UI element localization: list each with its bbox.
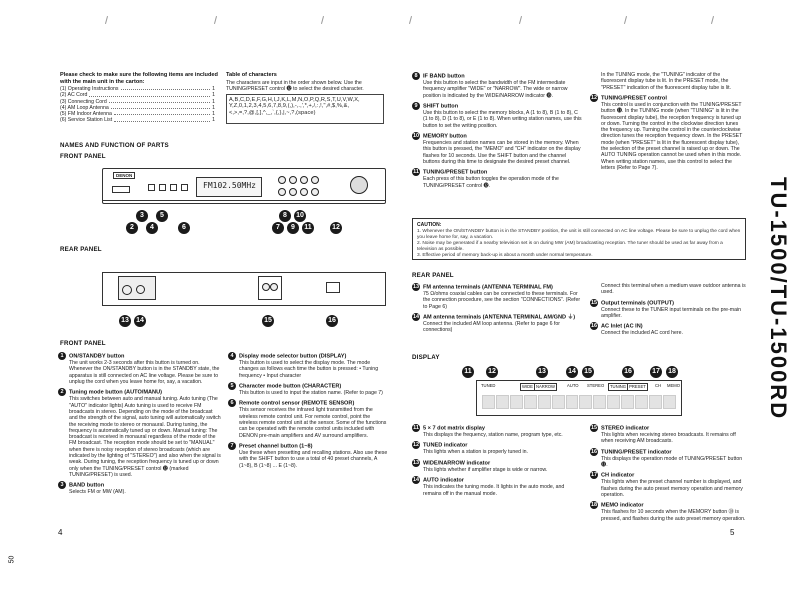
- front-display-text: FM102.50MHz: [203, 181, 256, 190]
- item-11-text: Each press of this button toggles the operation mode of the TUNING/PRESET control ⓬.: [423, 176, 559, 189]
- disp-item-11-text: This displays the frequency, station name, program type, etc.: [423, 432, 563, 439]
- item-7-title: Preset channel button (1~8): [239, 443, 313, 450]
- callout-2: 2: [126, 222, 138, 234]
- check-list: [60, 86, 215, 124]
- callout-3: 3: [136, 210, 148, 222]
- dot-matrix-cell: [663, 395, 676, 409]
- item-11-title: TUNING/PRESET button: [423, 169, 488, 176]
- item-16-number: 16: [590, 323, 598, 330]
- item-10-text: Frequencies and station names can be stored in the memory. When this button is pressed, the "MEMO" and "CH" indicator on the display flashes for 10 seconds. Use the SHIFT button and the channel buttons during this time to designate the desired preset channel.: [423, 140, 581, 165]
- disp-item-15-title: STEREO indicator: [601, 425, 650, 432]
- top-tick-1: [105, 16, 108, 24]
- display-items-left: [412, 424, 582, 497]
- item-5: [228, 382, 388, 396]
- item-14: [412, 313, 582, 334]
- disp-item-14-text: This indicates the tuning mode. It lights in the auto mode, and remains off in the manual mode.: [423, 484, 565, 497]
- item-6-title: Remote control sensor (REMOTE SENSOR): [239, 400, 355, 407]
- item-2-number: 2: [58, 388, 66, 396]
- front-panel-base: [102, 200, 385, 201]
- disp-item-13-number: 13: [412, 459, 420, 466]
- dot-matrix-display: [482, 395, 676, 409]
- ac-inlet: [326, 282, 340, 293]
- char-line-3: <,>,=,?,@,[,],^,_,`,{,},|,~,?,(space): [229, 109, 316, 116]
- item-5-title: Character mode button (CHARACTER): [239, 383, 342, 390]
- disp-item-16-number: 16: [590, 448, 598, 455]
- tuning-preset-group: [608, 383, 648, 391]
- callout-6: 6: [178, 222, 190, 234]
- right-page-number: 5: [730, 528, 735, 537]
- char-table: [226, 94, 384, 124]
- table-text: The characters are input in the order shown below. Use the TUNING/PRESET control ⓬ to select the desired character.: [226, 80, 364, 93]
- caution-item-3: 3. Effective period of memory back-up is about a month under normal temperature.: [417, 252, 593, 258]
- disp-item-11-title: 5 × 7 dot matrix display: [423, 425, 486, 432]
- dot-matrix-cell: [482, 395, 495, 409]
- preset-8-button: [311, 188, 319, 196]
- small-buttons-row-1: [148, 184, 188, 189]
- item-2-text: This switches between auto and manual tuning. Auto tuning (The "AUTO" indicator lights) Auto tuning is used to receive FM broadcasts in stereo. Depending on the mode of the broadcast and the strength of the signal, auto tuning will automatically switch the receiving mode to stereo or monaural. During tuning, the frequency is automatically tuned up or down. Manual tuning: The broadcast is received in monaural regardless of the mode of the FM broadcast. The reception mode should be set to "MANUAL" when there is noisy reception of stereo broadcasts (which are indicated by the lighting of "STEREO") and also when the signal is weak. During tuning, the reception frequency is tuned up or down only when the TUNING/PRESET control ⓬ (marked TUNING/PRESET) is used.: [69, 396, 221, 478]
- item-6-text: This sensor receives the infrared light transmitted from the wireless remote control unit. For remote control, point the wireless remote control unit at the sensor. Some of the functions can be operated with the remote control units included with DENON pre-main amplifiers and AV surround amplifiers.: [239, 407, 387, 439]
- item-9-title: SHIFT button: [423, 103, 459, 110]
- disp-item-18: [590, 501, 746, 522]
- char-line-1: A,B,C,D,E,F,G,H,I,J,K,L,M,N,O,P,Q,R,S,T,U,V,W,X,: [229, 97, 360, 103]
- item-15: [590, 299, 746, 320]
- item-3-title: BAND button: [69, 482, 105, 489]
- indicator-narrow: NARROW: [535, 384, 556, 389]
- display-callout-17: 17: [650, 366, 662, 378]
- right-col1-items: [412, 72, 582, 189]
- item-10: [412, 132, 582, 165]
- dot-matrix-cell: [566, 395, 579, 409]
- display-callout-11: 11: [462, 366, 474, 378]
- disp-item-16: [590, 448, 746, 469]
- names-title: NAMES AND FUNCTION OF PARTS: [60, 142, 169, 149]
- preset-2-button: [289, 176, 297, 184]
- auto-manu-button: [148, 184, 155, 191]
- callout-5: 5: [156, 210, 168, 222]
- output-jack-l: [262, 283, 270, 291]
- disp-item-15-number: 15: [590, 425, 598, 431]
- dot-matrix-cell: [635, 395, 648, 409]
- display-button: [170, 184, 177, 191]
- top-tick-3: [321, 16, 324, 24]
- item-1-number: 1: [58, 352, 66, 360]
- disp-item-14: [412, 476, 582, 497]
- item-13-title: FM antenna terminals (ANTENNA TERMINAL FM): [423, 284, 553, 291]
- top-tick-2: [214, 16, 217, 24]
- item-16-title: AC Inlet (AC IN): [601, 323, 643, 330]
- brand-logo: DENON: [113, 172, 135, 179]
- dot-matrix-cell: [649, 395, 662, 409]
- rear-items-col2: [590, 283, 746, 337]
- item-15-title: Output terminals (OUTPUT): [601, 300, 675, 307]
- check-item: (4) AM Loop Antenna 1: [60, 104, 215, 111]
- caution-title: CAUTION:: [417, 222, 442, 228]
- item-11: [412, 168, 582, 189]
- wide-narrow-group: [520, 383, 557, 391]
- item-2-title: Tuning mode button (AUTO/MANU): [69, 389, 163, 396]
- item-16: [590, 322, 746, 336]
- check-item: (6) Service Station List 1: [60, 117, 215, 124]
- display-callout-16: 16: [622, 366, 634, 378]
- indicator-stereo: STEREO: [587, 383, 605, 388]
- item-6-number: 6: [228, 399, 236, 407]
- front-panel-title: FRONT PANEL: [60, 153, 106, 160]
- item-5-text: This button is used to input the station name. (Refer to page 7): [239, 390, 383, 397]
- disp-item-11: [412, 424, 582, 438]
- char-line-2: Y,Z,0,1,2,3,4,5,6,7,8,9,(,),-,.,',*,+,/,:,!,",#,$,%,&,: [229, 103, 350, 110]
- left-page-number: 4: [58, 528, 63, 537]
- display-callout-15: 15: [582, 366, 594, 378]
- item-12-title: TUNING/PRESET control: [601, 95, 667, 102]
- item-9: [412, 102, 582, 129]
- disp-item-13: [412, 459, 582, 473]
- check-item: (1) Operating Instructions 1: [60, 86, 215, 92]
- item-8-title: IF BAND button: [423, 73, 465, 80]
- check-title: Please check to make sure the following items are included with the main unit in the carton:: [60, 72, 218, 85]
- display-callout-12: 12: [486, 366, 498, 378]
- sidebar-model-name: TU-1500/TU-1500RD: [766, 177, 791, 421]
- dot-matrix-cell: [552, 395, 565, 409]
- dot-matrix-cell: [524, 395, 537, 409]
- rear-panel-title: REAR PANEL: [60, 246, 102, 253]
- callout-9: 9: [287, 222, 299, 234]
- indicator-tuned: TUNED: [481, 383, 496, 388]
- disp-item-17-number: 17: [590, 472, 598, 479]
- preset-7-button: [300, 188, 308, 196]
- rear-items-col1: [412, 283, 582, 334]
- front-panel-title-2: FRONT PANEL: [60, 340, 106, 347]
- indicator-preset: PRESET: [629, 384, 646, 389]
- dot-matrix-cell: [607, 395, 620, 409]
- disp-item-13-title: WIDE/NARROW indicator: [423, 460, 491, 467]
- display-title: DISPLAY: [412, 354, 440, 361]
- preset-4-button: [311, 176, 319, 184]
- disp-item-12: [412, 441, 582, 455]
- item-6: [228, 399, 388, 439]
- item-2: [58, 388, 222, 478]
- display-items-right: [590, 424, 746, 522]
- top-tick-7: [711, 16, 714, 24]
- right-col2-items: [590, 72, 746, 171]
- col2-top-text: In the TUNING mode, the "TUNING" indicator of the fluorescent display tube is lit. In the PRESET mode, the "PRESET" indication of the fluorescent display tube is lit.: [601, 72, 731, 91]
- item-4-number: 4: [228, 352, 236, 360]
- indicator-tuning: TUNING: [610, 384, 627, 389]
- dot-matrix-cell: [621, 395, 634, 409]
- disp-item-17-text: This lights when the preset channel number is displayed, and flashes during the auto preset memory operation and memory operation.: [601, 479, 743, 499]
- dot-matrix-cell: [593, 395, 606, 409]
- indicator-auto: AUTO: [567, 383, 579, 388]
- caution-item-2: 2. Noise may be generated if a nearby television set is on during MW (AM) broadcasting reception. The tuner should be used as far away from a television as possible.: [417, 240, 723, 252]
- item-7-number: 7: [228, 442, 236, 450]
- callout-14: 14: [134, 315, 146, 327]
- left-col2-items: [228, 352, 388, 469]
- disp-item-17-title: CH indicator: [601, 472, 635, 479]
- item-4-text: This button is used to select the display mode. The mode changes as follows each time the button is pressed: • Tuning frequency • Input character: [239, 360, 379, 379]
- item-14-text: Connect the included AM loop antenna. (Refer to page 6 for connections): [423, 321, 560, 334]
- disp-item-14-title: AUTO indicator: [423, 477, 464, 484]
- item-3-number: 3: [58, 481, 66, 489]
- right-rear-title: REAR PANEL: [412, 272, 454, 279]
- corner-mark: 50: [8, 555, 16, 564]
- preset-5-button: [278, 188, 286, 196]
- display-callout-13: 13: [536, 366, 548, 378]
- callout-10: 10: [294, 210, 306, 222]
- check-item: (5) FM Indoor Antenna 1: [60, 111, 215, 118]
- item-12-number: 12: [590, 94, 598, 101]
- top-tick-6: [624, 16, 627, 24]
- check-item: (3) Connecting Cord 1: [60, 98, 215, 105]
- item-1: [58, 352, 222, 385]
- item-5-number: 5: [228, 382, 236, 390]
- item-8-text: Use this button to select the bandwidth of the FM intermediate frequency amplifier "WIDE" or "NARROW". The wide or narrow position is indicated by the WIDE/NARROW indicator ⓭.: [423, 80, 568, 99]
- item-12: [590, 94, 746, 171]
- indicator-memo: MEMO: [667, 383, 681, 388]
- callout-16: 16: [326, 315, 338, 327]
- item-12-text: This control is used in conjunction with the TUNING/PRESET button ⓫. In the TUNING mode (when "TUNING" is lit in the fluorescent display tube), the reception frequency is tuned up or down. Turning the control in the clockwise direction tunes the frequency up. Turning the control in the counterclockwise direction tunes the reception frequency down. In the PRESET mode (when "PRESET" is lit in the fluorescent display tube), the selection of the preset channel is raised up or down. The AUTO TUNING operation cannot be used when in this mode. When writing station names, use this control to select the letters (Refer to Page 7).: [601, 101, 743, 171]
- item-7-text: Use these when presetting and recalling stations. Also use these with the SHIFT button to use a total of 40 preset channels, A (1~8), B (1~8) ... E (1~8).: [239, 449, 388, 469]
- preset-1-button: [278, 176, 286, 184]
- dot-matrix-cell: [538, 395, 551, 409]
- item-4-title: Display mode selector button (DISPLAY): [239, 353, 347, 360]
- fm-terminal: [122, 285, 132, 295]
- check-item: (2) AC Cord 1: [60, 92, 215, 99]
- rear-col2-text: Connect this terminal when a medium wave outdoor antenna is used.: [601, 283, 746, 296]
- disp-item-13-text: This lights whether if amplifier stage is wide or narrow.: [423, 466, 548, 473]
- disp-item-16-title: TUNING/PRESET indicator: [601, 449, 672, 456]
- preset-3-button: [300, 176, 308, 184]
- item-10-title: MEMORY button: [423, 133, 467, 140]
- indicator-wide: WIDE: [522, 384, 533, 389]
- disp-item-15-text: This lights when receiving stereo broadcasts. It remains off when receiving AM broadcasts.: [601, 432, 736, 445]
- item-9-text: Use this button to select the memory blocks, A (1 to 8), B (1 to 8), C (1 to 8), D (1 to 8), or E (1 to 8). When writing station names, use this button to set the writing position.: [423, 110, 582, 129]
- indicator-ch: CH: [655, 383, 662, 388]
- disp-item-18-title: MEMO indicator: [601, 502, 644, 509]
- dot-matrix-cell: [510, 395, 523, 409]
- disp-item-12-title: TUNED indicator: [423, 442, 468, 449]
- callout-15: 15: [262, 315, 274, 327]
- callout-11: 11: [302, 222, 314, 234]
- item-8-number: 8: [412, 72, 420, 80]
- item-1-title: ON/STANDBY button: [69, 353, 125, 360]
- item-13-number: 13: [412, 284, 420, 290]
- left-col-items: [58, 352, 222, 496]
- preset-buttons: [278, 176, 328, 196]
- display-callout-18: 18: [666, 366, 678, 378]
- disp-item-18-text: This flashes for 10 seconds when the MEMORY button ⓾ is pressed, and flashes during the auto preset memory operation.: [601, 509, 746, 522]
- disp-item-18-number: 18: [590, 502, 598, 509]
- disp-item-12-number: 12: [412, 442, 420, 449]
- power-button: [112, 186, 130, 193]
- item-13-text: 75 Ω/ohms coaxial cables can be connected to these terminals. For the connection procedure, see the section "CONNECTIONS". (Refer to Page 6): [423, 291, 581, 310]
- top-tick-5: [519, 16, 522, 24]
- callout-7: 7: [272, 222, 284, 234]
- band-button: [159, 184, 166, 191]
- dot-matrix-cells: [482, 395, 676, 409]
- character-button: [181, 184, 188, 191]
- display-callout-14: 14: [566, 366, 578, 378]
- caution-box: [412, 218, 746, 260]
- item-13: [412, 283, 582, 310]
- am-terminal: [136, 285, 145, 294]
- item-15-number: 15: [590, 299, 598, 306]
- item-4: [228, 352, 388, 379]
- table-title: Table of characters: [226, 72, 277, 78]
- item-16-text: Connect the included AC cord here.: [601, 330, 683, 337]
- disp-item-16-text: This displays the operation mode of TUNING/PRESET button ⓫.: [601, 455, 743, 469]
- item-11-number: 11: [413, 169, 419, 176]
- disp-item-14-number: 14: [412, 477, 420, 484]
- item-3-text: Selects FM or MW (AM).: [69, 489, 126, 496]
- disp-item-12-text: This lights when a station is properly tuned in.: [423, 449, 528, 456]
- item-15-text: Connect these to the TUNER input terminals on the pre-main amplifier.: [601, 306, 742, 319]
- item-10-number: 10: [412, 132, 420, 139]
- disp-item-17: [590, 471, 746, 498]
- output-jack-r: [270, 283, 278, 291]
- dot-matrix-cell: [579, 395, 592, 409]
- item-1-text: The unit works 2-3 seconds after this button is turned on. Whenever the ON/STANDBY button is in the STANDBY state, the apparatus is still connected on AC line voltage. Please be sure to unplug the cord when you leave home for, say, a vacation.: [69, 360, 220, 385]
- callout-8: 8: [279, 210, 291, 222]
- item-14-number: 14: [412, 313, 420, 320]
- caution-item-1: 1. Whenever the ON/STANDBY button is in the STANDBY position, the unit is still connected on AC line voltage. Please be sure to unplug the cord when you leave home for, say, a vacation.: [417, 228, 741, 240]
- item-8: [412, 72, 582, 99]
- item-7: [228, 442, 388, 469]
- dot-matrix-cell: [496, 395, 509, 409]
- disp-item-11-number: 11: [413, 425, 419, 431]
- item-9-number: 9: [412, 102, 420, 110]
- tuning-knob: [350, 176, 368, 194]
- callout-13: 13: [119, 315, 131, 327]
- item-3: [58, 481, 222, 495]
- callout-4: 4: [146, 222, 158, 234]
- top-tick-4: [409, 16, 412, 24]
- item-14-title: AM antenna terminals (ANTENNA TERMINAL AM/GND ⏚): [423, 314, 576, 321]
- disp-item-15: [590, 424, 746, 445]
- callout-12: 12: [330, 222, 342, 234]
- preset-6-button: [289, 188, 297, 196]
